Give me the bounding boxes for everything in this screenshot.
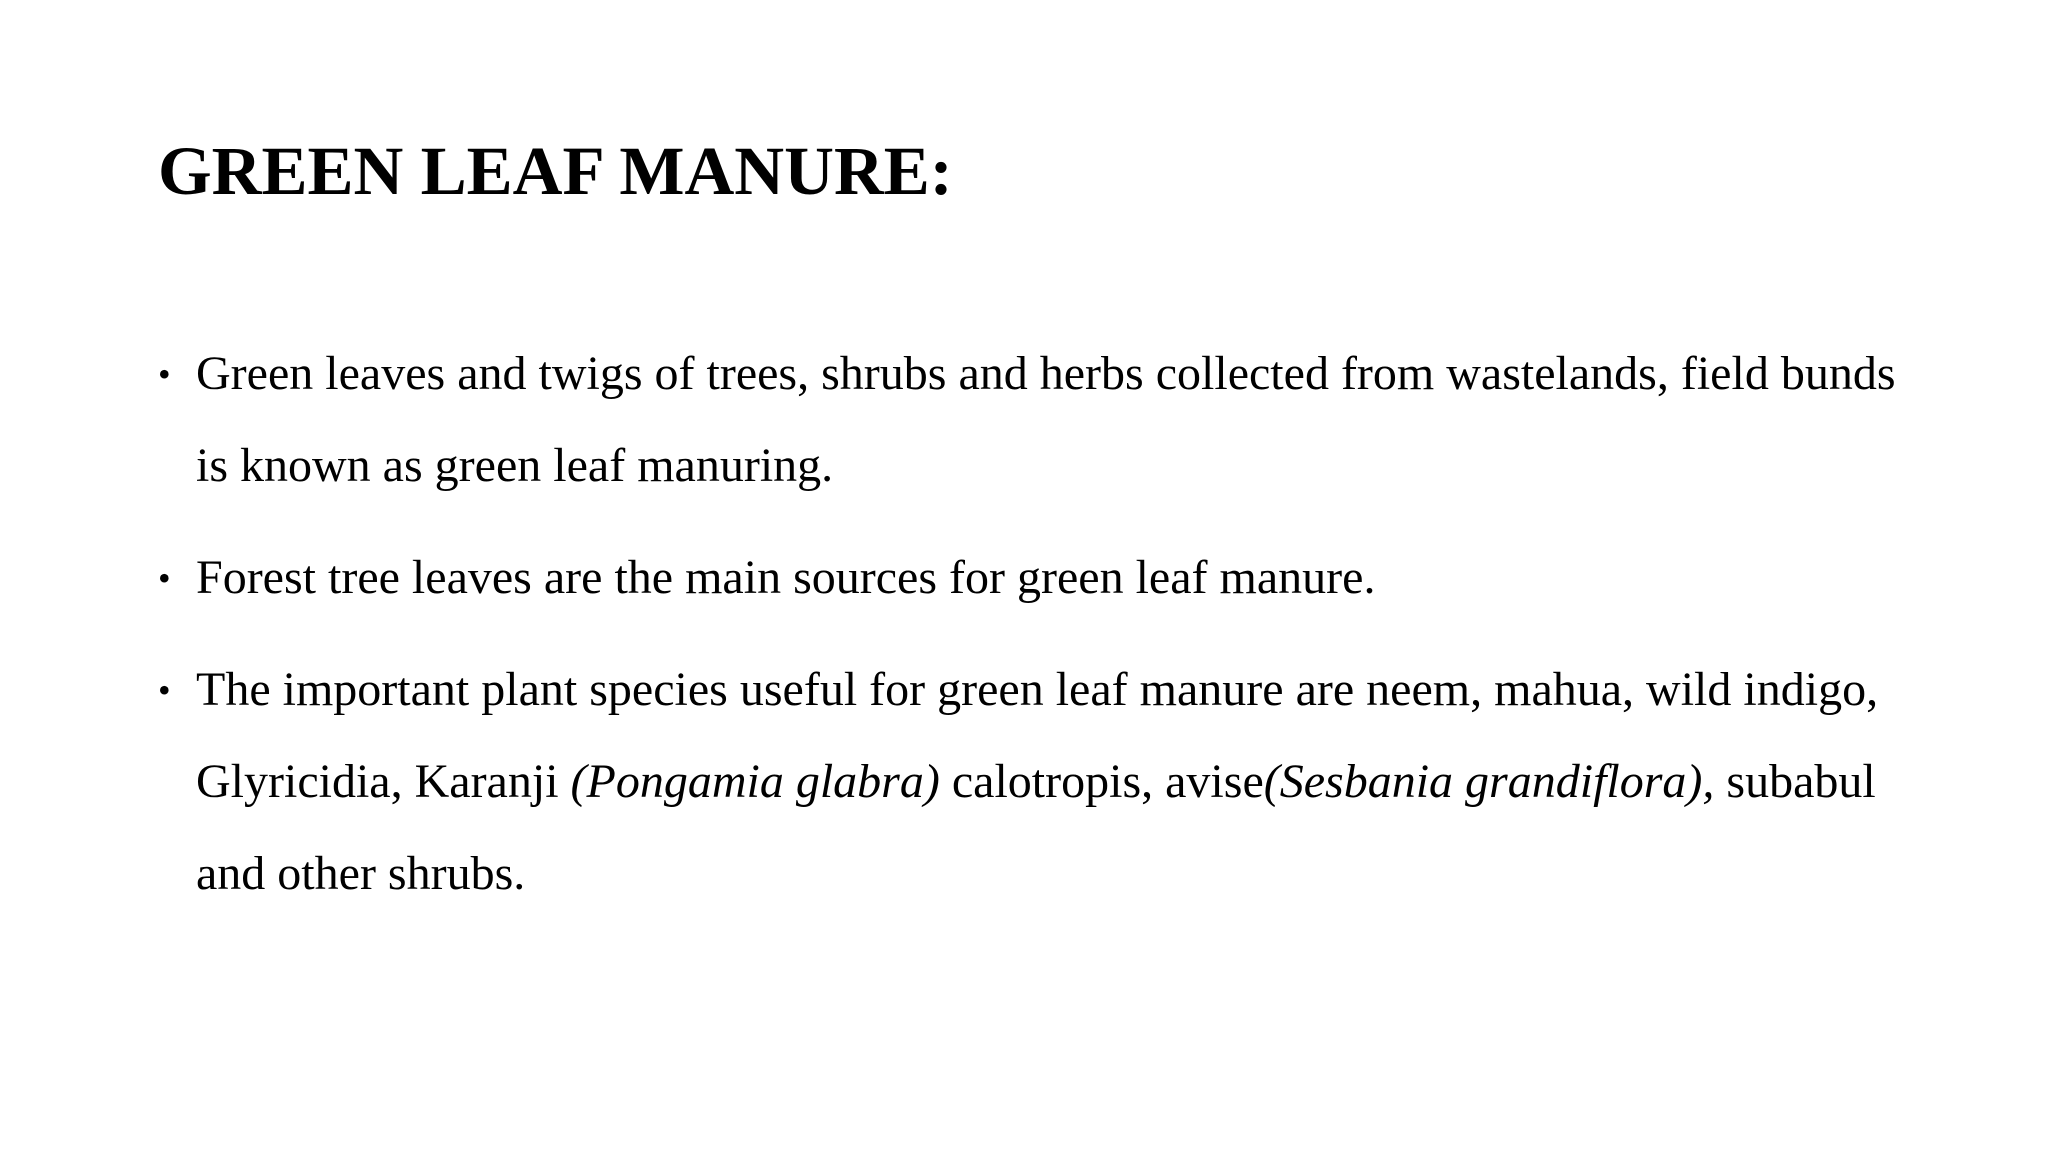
slide-title: GREEN LEAF MANURE: <box>158 133 953 209</box>
bullet-item-2 <box>158 532 1918 624</box>
bullet-icon: • <box>158 670 171 710</box>
bullet-item-3 <box>158 644 1918 920</box>
bullet-item-1 <box>158 328 1918 512</box>
bullet-list <box>158 328 1918 920</box>
bullet-text: subabul and other shrubs. <box>196 755 1876 900</box>
bullet-text: Green leaves and twigs of trees, shrubs and herbs collected from wastelands, field bunds is known as green leaf manuring. <box>196 347 1896 492</box>
bullet-text: Forest tree leaves are the main sources for green leaf manure. <box>196 551 1376 604</box>
bullet-icon: • <box>158 558 171 598</box>
bullet-text: The important plant species useful for green leaf manure are neem, mahua, wild indigo, Glyricidia, Karanji <box>196 663 1879 808</box>
species-name-italic: (Pongamia glabra) <box>570 755 940 808</box>
bullet-text: calotropis, avise <box>939 755 1264 808</box>
species-name-italic: (Sesbania grandiflora), <box>1263 755 1715 808</box>
bullet-icon: • <box>158 354 171 394</box>
